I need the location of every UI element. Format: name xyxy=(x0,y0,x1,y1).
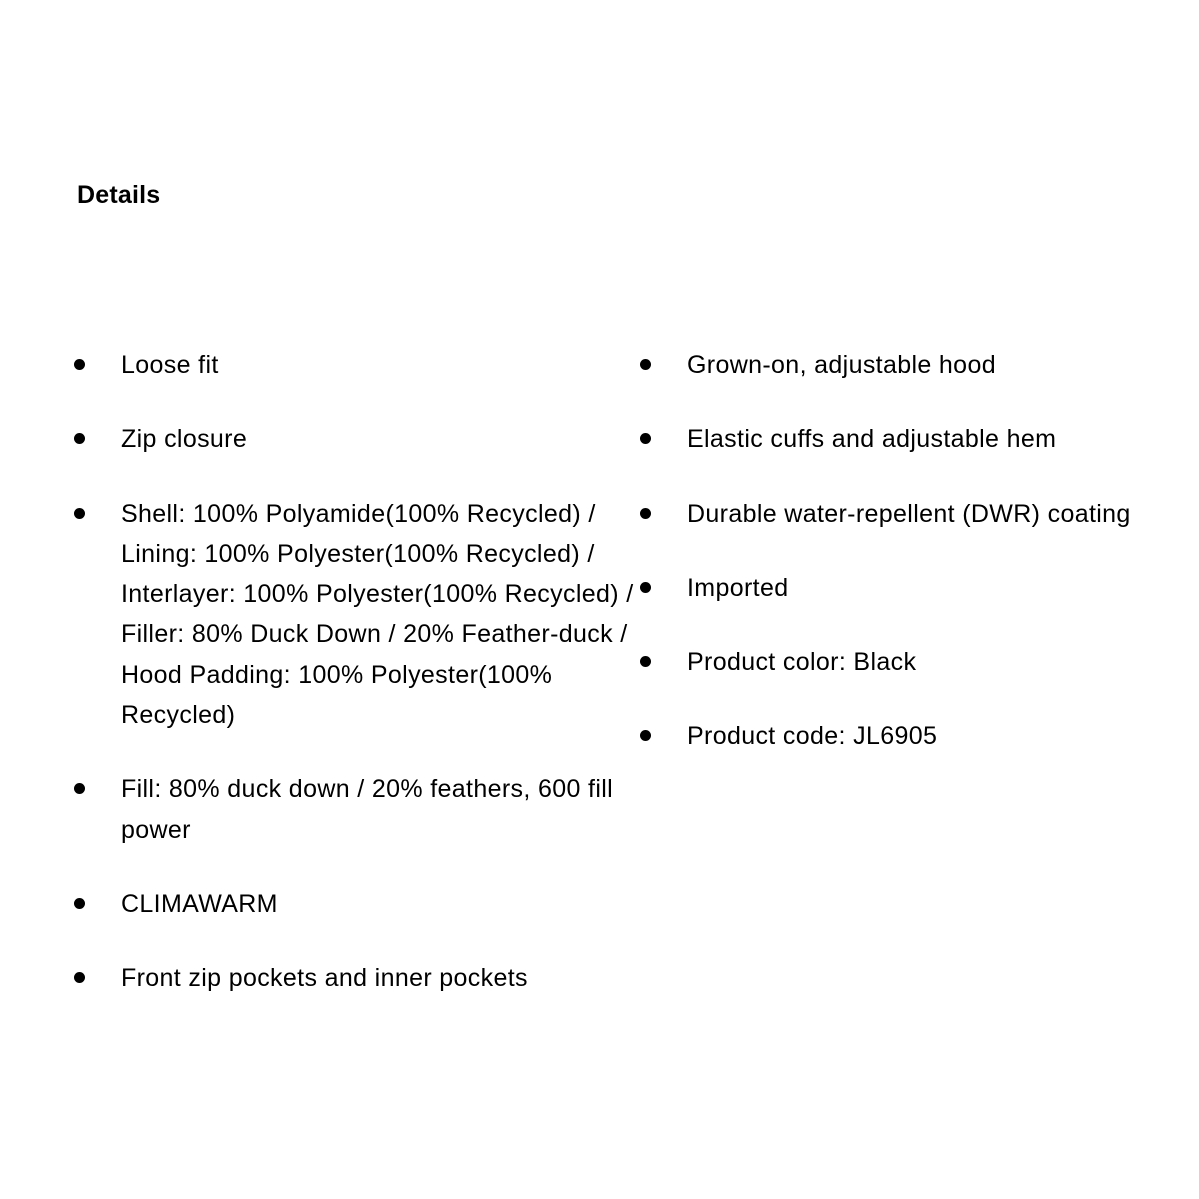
bullet-icon xyxy=(74,508,85,519)
detail-item-zip-closure xyxy=(72,419,654,459)
bullet-icon xyxy=(74,972,85,983)
detail-item-product-color xyxy=(638,642,1178,682)
detail-item-hood xyxy=(638,345,1178,385)
bullet-icon xyxy=(640,730,651,741)
detail-text: Fill: 80% duck down / 20% feathers, 600 fill power xyxy=(121,775,614,844)
detail-text: Imported xyxy=(687,573,789,602)
details-list-left xyxy=(72,345,654,1033)
detail-text: CLIMAWARM xyxy=(121,889,278,918)
detail-item-dwr-coating xyxy=(638,494,1178,534)
detail-text: Grown-on, adjustable hood xyxy=(687,351,996,379)
details-heading: Details xyxy=(77,181,161,209)
detail-text: Elastic cuffs and adjustable hem xyxy=(687,425,1057,454)
detail-item-cuffs-hem xyxy=(638,419,1178,459)
bullet-icon xyxy=(640,508,651,519)
detail-text: Durable water-repellent (DWR) coating xyxy=(687,499,1131,528)
detail-item-imported xyxy=(638,568,1178,608)
bullet-icon xyxy=(74,359,85,370)
detail-item-fill xyxy=(72,769,654,850)
detail-item-climawarm xyxy=(72,884,654,924)
detail-text: Product code: JL6905 xyxy=(687,722,938,751)
detail-item-loose-fit xyxy=(72,345,654,385)
bullet-icon xyxy=(74,898,85,909)
detail-item-materials xyxy=(72,494,654,736)
bullet-icon xyxy=(640,433,651,444)
bullet-icon xyxy=(74,433,85,444)
detail-item-pockets xyxy=(72,958,654,998)
bullet-icon xyxy=(640,582,651,593)
bullet-icon xyxy=(640,359,651,370)
bullet-icon xyxy=(640,656,651,667)
details-list-right xyxy=(638,345,1178,791)
detail-text: Front zip pockets and inner pockets xyxy=(121,964,528,993)
detail-text: Product color: Black xyxy=(687,648,917,677)
detail-text: Loose fit xyxy=(121,351,219,379)
detail-item-product-code xyxy=(638,716,1178,756)
detail-text: Shell: 100% Polyamide(100% Recycled) / Lining: 100% Polyester(100% Recycled) / Interlayer: 100% Polyester(100% Recycled) / Filler: 80% Duck Down / 20% Feather-duck / Hood Padding: 100% Polyester(100% Recycled) xyxy=(121,499,634,730)
detail-text: Zip closure xyxy=(121,425,248,454)
bullet-icon xyxy=(74,783,85,794)
